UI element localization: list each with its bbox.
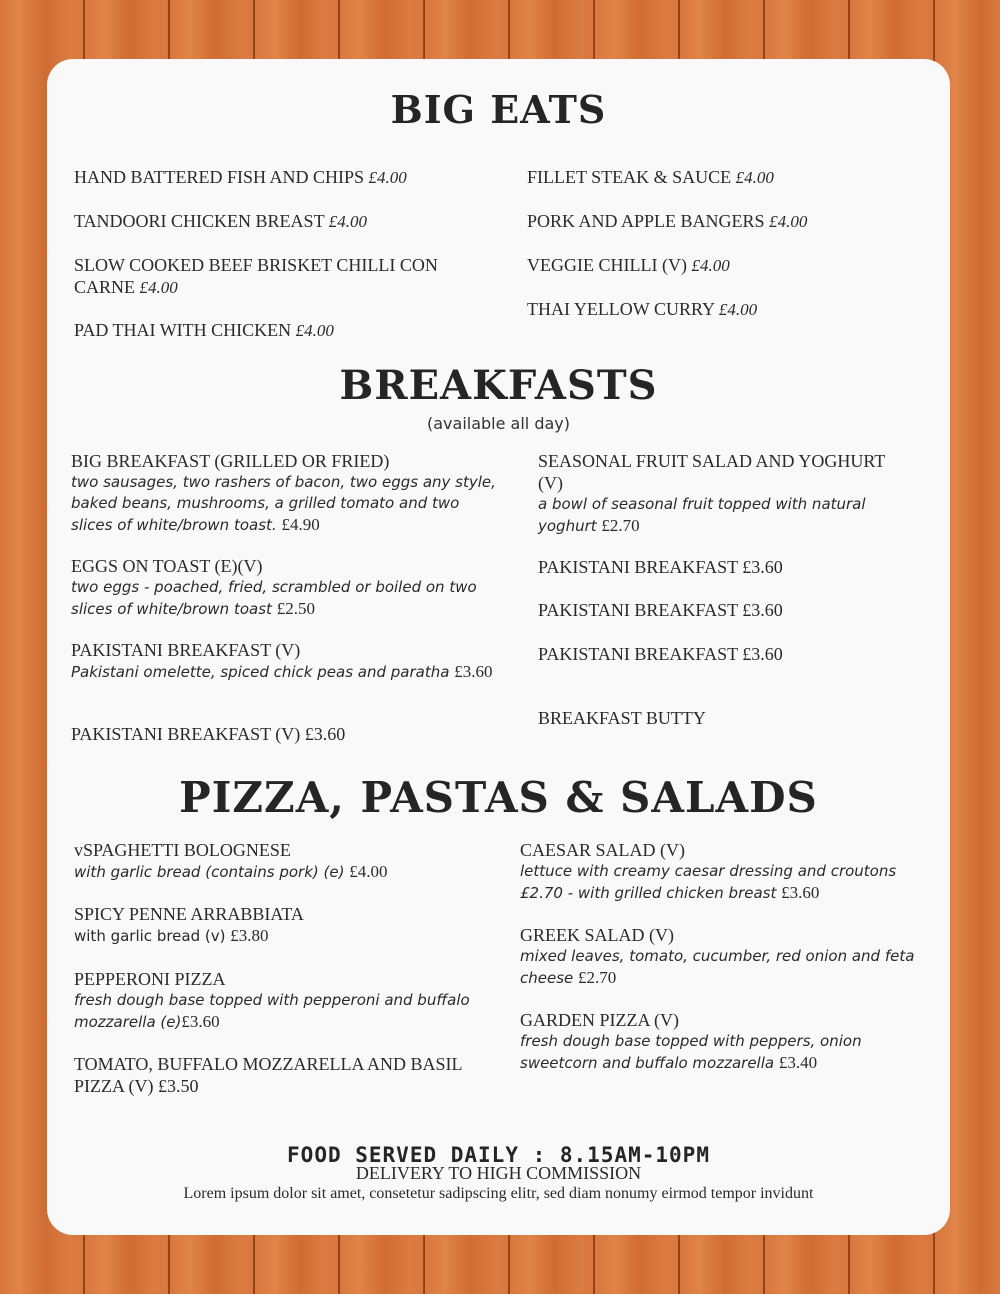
item-name: PAKISTANI BREAKFAST — [538, 600, 738, 620]
item-desc: lettuce with creamy caesar dressing and croutons — [520, 862, 897, 880]
item-name: GREEK SALAD (V) — [520, 925, 674, 945]
big-eats-title: BIG EATS — [390, 87, 607, 132]
item-desc: fresh dough base topped with pepperoni and buffalo mozzarella (e) — [74, 991, 470, 1031]
item-name: THAI YELLOW CURRY — [527, 299, 715, 319]
hours-text: FOOD SERVED DAILY : 8.15AM-10PM — [287, 1143, 710, 1167]
breakfasts-title: BREAKFASTS — [339, 362, 658, 409]
item-name: VEGGIE CHILLI (V) — [527, 255, 687, 275]
item-desc: fresh dough base topped with peppers, onion sweetcorn and buffalo mozzarella — [520, 1032, 862, 1072]
item-desc: Pakistani omelette, spiced chick peas and paratha — [71, 663, 450, 681]
menu-item — [538, 707, 898, 729]
item-name: BIG BREAKFAST (GRILLED OR FRIED) — [71, 451, 390, 471]
item-name: HAND BATTERED FISH AND CHIPS — [74, 167, 365, 187]
menu-item — [538, 643, 898, 665]
item-name: PAKISTANI BREAKFAST — [538, 644, 738, 664]
item-name: SEASONAL FRUIT SALAD AND YOGHURT (V) — [538, 451, 885, 493]
item-name: PAKISTANI BREAKFAST — [538, 557, 738, 577]
menu-item — [538, 599, 898, 621]
item-price: £3.60 — [304, 724, 346, 744]
item-desc: a bowl of seasonal fruit topped with natural yoghurt — [538, 495, 866, 535]
menu-item — [538, 450, 898, 537]
item-desc: with garlic bread (contains pork) (e) — [74, 863, 345, 881]
item-name: BREAKFAST BUTTY — [538, 708, 706, 728]
menu-item — [71, 723, 501, 745]
item-price: £4.00 — [691, 256, 730, 275]
item-name: PAKISTANI BREAKFAST (V) — [71, 640, 301, 660]
breakfasts-subtitle: (available all day) — [427, 414, 570, 433]
item-price: £3.60 — [742, 600, 783, 620]
menu-item — [520, 839, 930, 904]
item-desc: mixed leaves, tomato, cucumber, red onion and feta cheese — [520, 947, 915, 987]
item-name: PAD THAI WITH CHICKEN — [74, 320, 292, 340]
menu-item — [74, 319, 494, 342]
item-price: £3.60 — [742, 557, 783, 577]
item-name: EGGS ON TOAST (E)(V) — [71, 556, 263, 576]
menu-item — [527, 254, 927, 277]
item-name: CAESAR SALAD (V) — [520, 840, 686, 860]
menu-item — [527, 166, 927, 189]
item-price: £2.50 — [276, 599, 315, 618]
pizza-title: PIZZA, PASTAS & SALADS — [179, 773, 818, 822]
item-price: £4.00 — [295, 321, 334, 340]
menu-item — [71, 639, 501, 683]
item-price: £4.00 — [769, 212, 808, 231]
item-price: £3.60 — [181, 1012, 220, 1031]
item-name: SPICY PENNE ARRABBIATA — [74, 904, 304, 924]
menu-item — [527, 298, 927, 321]
item-name: FILLET STEAK & SAUCE — [527, 167, 732, 187]
item-price: £4.00 — [735, 168, 774, 187]
menu-item — [520, 1009, 900, 1074]
item-price: £3.40 — [778, 1053, 818, 1072]
item-name: TOMATO, BUFFALO MOZZARELLA AND BASIL PIZZA (V) — [74, 1054, 462, 1096]
lorem-text: Lorem ipsum dolor sit amet, consetetur sadipscing elitr, sed diam nonumy eirmod tempor invidunt — [183, 1185, 814, 1202]
menu-item — [74, 968, 474, 1033]
delivery-text: DELIVERY TO HIGH COMMISSION — [355, 1163, 642, 1183]
item-name: TANDOORI CHICKEN BREAST — [74, 211, 325, 231]
item-name: SLOW COOKED BEEF BRISKET CHILLI CON CARNE — [74, 255, 438, 297]
menu-item — [527, 210, 927, 233]
item-price: £3.50 — [158, 1076, 199, 1096]
item-price: £3.60 — [742, 644, 783, 664]
menu-item — [74, 166, 494, 189]
menu-item — [71, 450, 501, 536]
menu-item — [538, 556, 898, 578]
item-price: £2.70 — [601, 516, 640, 535]
item-price: £4.00 — [349, 862, 388, 881]
item-desc: two sausages, two rashers of bacon, two eggs any style, baked beans, mushrooms, a grilled tomato and two slices of white/brown toast. — [71, 473, 496, 534]
menu-item — [520, 924, 920, 989]
item-desc: two eggs - poached, fried, scrambled or boiled on two slices of white/brown toast — [71, 578, 477, 618]
item-price: £4.00 — [139, 278, 178, 297]
item-desc: with garlic bread (v) — [74, 927, 226, 945]
menu-item — [74, 903, 494, 947]
item-price: £4.90 — [281, 515, 320, 534]
item-price: £4.00 — [328, 212, 367, 231]
item-desc: £2.70 - with grilled chicken breast — [520, 884, 777, 902]
menu-item — [74, 254, 494, 299]
item-price: £3.80 — [230, 926, 269, 945]
item-name: PAKISTANI BREAKFAST (V) — [71, 724, 301, 744]
item-name: PORK AND APPLE BANGERS — [527, 211, 765, 231]
menu-item — [74, 1053, 474, 1097]
item-price: £2.70 — [578, 968, 617, 987]
item-price: £3.60 — [454, 662, 493, 681]
menu-item — [74, 839, 494, 883]
menu-item — [71, 555, 501, 620]
menu-item — [74, 210, 494, 233]
item-name: vSPAGHETTI BOLOGNESE — [74, 840, 291, 860]
item-price: £3.60 — [781, 883, 820, 902]
item-name: GARDEN PIZZA (V) — [520, 1010, 679, 1030]
item-price: £4.00 — [368, 168, 407, 187]
menu-card — [47, 59, 950, 1235]
item-price: £4.00 — [718, 300, 758, 319]
item-name: PEPPERONI PIZZA — [74, 969, 226, 989]
